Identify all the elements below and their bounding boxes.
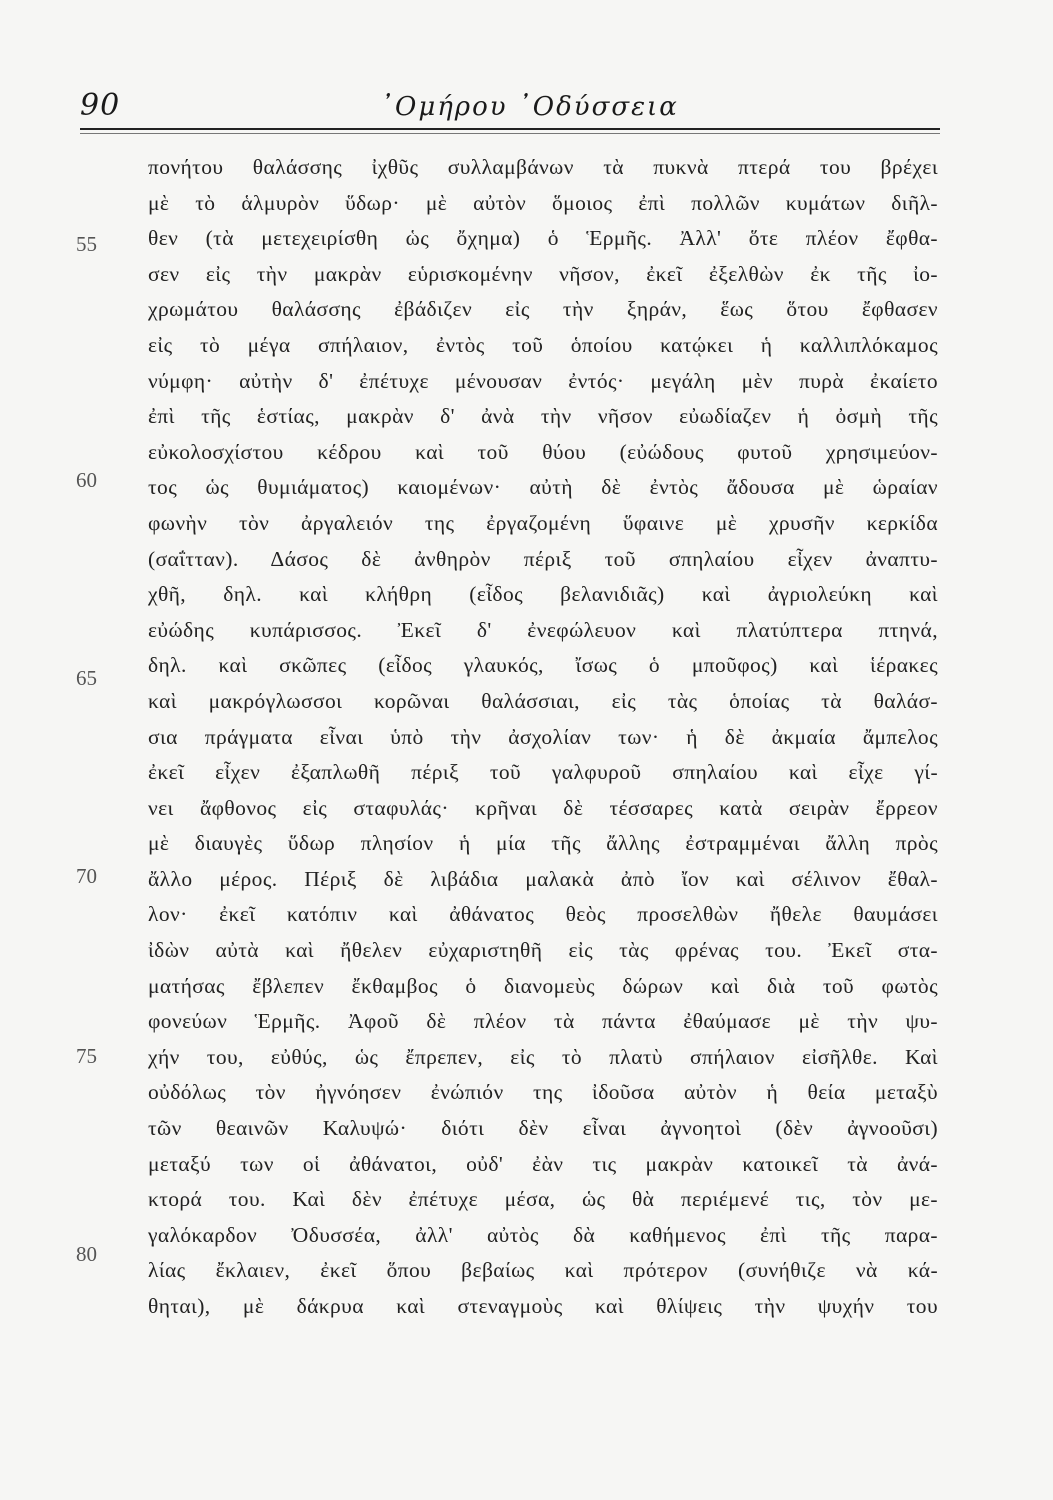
text-line: νύμφη· αὐτὴν δ' ἐπέτυχε μένουσαν ἐντός· μεγάλη μὲν πυρὰ ἐκαίετο [148, 368, 938, 393]
text-line: πονήτου θαλάσσης ἰχθῦς συλλαμβάνων τὰ πυκνὰ πτερά του βρέχει [148, 155, 938, 179]
text-line: ἐκεῖ εἶχεν ἐξαπλωθῆ πέριξ τοῦ γαλφυροῦ σπηλαίου καὶ εἶχε γί- [148, 760, 938, 785]
text-line: λον· ἐκεῖ κατόπιν καὶ ἀθάνατος θεὸς προσελθὼν ἤθελε θαυμάσει [148, 902, 938, 927]
text-line: εἰς τὸ μέγα σπήλαιον, ἐντὸς τοῦ ὁποίου κατῴκει ἡ καλλιπλόκαμος [148, 332, 938, 357]
body-text [148, 150, 938, 1325]
text-line: μεταξύ των οἱ ἀθάνατοι, οὐδ' ἐὰν τις μακρὰν κατοικεῖ τὰ ἀνά- [148, 1151, 938, 1176]
text-line: θεν (τὰ μετεχειρίσθη ὡς ὄχημα) ὁ Ἑρμῆς. Ἀλλ' ὅτε πλέον ἔφθα- [148, 226, 938, 251]
line-number-80: 80 [76, 1242, 97, 1266]
text-line: φωνὴν τὸν ἀργαλειόν της ἐργαζομένη ὕφαινε μὲ χρυσῆν κερκίδα [148, 510, 938, 535]
text-line: εὐώδης κυπάρισσος. Ἐκεῖ δ' ἐνεφώλευον καὶ πλατύπτερα πτηνά, [148, 617, 938, 642]
text-line: κτορά του. Καὶ δὲν ἐπέτυχε μέσα, ὡς θὰ περιέμενέ τις, τὸν με- [148, 1187, 938, 1212]
text-line: γαλόκαρδον Ὀδυσσέα, ἀλλ' αὐτὸς δὰ καθήμενος ἐπὶ τῆς παρα- [148, 1222, 938, 1247]
line-number-70: 70 [76, 864, 97, 888]
header-rule-thin [80, 133, 940, 134]
line-number-55: 55 [76, 232, 97, 256]
text-line: καὶ μακρόγλωσσοι κορῶναι θαλάσσιαι, εἰς τὰς ὁποίας τὰ θαλάσ- [148, 688, 938, 713]
text-line: λίας ἔκλαιεν, ἐκεῖ ὅπου βεβαίως καὶ πρότερον (συνήθιζε νὰ κά- [148, 1258, 938, 1283]
text-line: μὲ διαυγὲς ὕδωρ πλησίον ἡ μία τῆς ἄλλης ἐστραμμέναι ἄλλη πρὸς [148, 831, 938, 856]
text-line: θηται), μὲ δάκρυα καὶ στεναγμοὺς καὶ θλίψεις τὴν ψυχήν του [148, 1294, 938, 1318]
text-line: τος ὡς θυμιάματος) καιομένων· αὐτὴ δὲ ἐντὸς ἄδουσα μὲ ὡραίαν [148, 475, 938, 500]
text-line: χθῆ, δηλ. καὶ κλήθρη (εἶδος βελανιδιᾶς) καὶ ἀγριολεύκη καὶ [148, 582, 938, 607]
line-number-75: 75 [76, 1044, 97, 1068]
header-rule [80, 128, 940, 130]
running-title: ᾿Ομήρου ᾿Οδύσσεια [380, 92, 679, 122]
text-line: σια πράγματα εἶναι ὑπὸ τὴν ἀσχολίαν των· ἡ δὲ ἀκμαία ἄμπελος [148, 724, 938, 749]
line-number-60: 60 [76, 468, 97, 492]
text-line: οὐδόλως τὸν ἠγνόησεν ἐνώπιόν της ἰδοῦσα αὐτὸν ἡ θεία μεταξὺ [148, 1080, 938, 1105]
text-line: χήν του, εὐθύς, ὡς ἔπρεπεν, εἰς τὸ πλατὺ σπήλαιον εἰσῆλθε. Καὶ [148, 1044, 938, 1069]
text-line: τῶν θεαινῶν Καλυψώ· διότι δὲν εἶναι ἀγνοητοὶ (δὲν ἀγνοοῦσι) [148, 1116, 938, 1141]
text-line: ἐπὶ τῆς ἑστίας, μακρὰν δ' ἀνὰ τὴν νῆσον εὐωδίαζεν ἡ ὀσμὴ τῆς [148, 404, 938, 429]
text-line: εὐκολοσχίστου κέδρου καὶ τοῦ θύου (εὐώδους φυτοῦ χρησιμεύον- [148, 439, 938, 464]
text-line: φονεύων Ἑρμῆς. Ἀφοῦ δὲ πλέον τὰ πάντα ἐθαύμασε μὲ τὴν ψυ- [148, 1009, 938, 1034]
text-line: νει ἄφθονος εἰς σταφυλάς· κρῆναι δὲ τέσσαρες κατὰ σειρὰν ἔρρεον [148, 795, 938, 820]
text-line: μὲ τὸ ἁλμυρὸν ὕδωρ· μὲ αὐτὸν ὅμοιος ἐπὶ πολλῶν κυμάτων διῆλ- [148, 190, 938, 215]
text-line: δηλ. καὶ σκῶπες (εἶδος γλαυκός, ἴσως ὁ μποῦφος) καὶ ἱέρακες [148, 653, 938, 678]
text-line: χρωμάτου θαλάσσης ἐβάδιζεν εἰς τὴν ξηράν, ἕως ὅτου ἔφθασεν [148, 297, 938, 322]
text-line: ἰδὼν αὐτὰ καὶ ἤθελεν εὐχαριστηθῆ εἰς τὰς φρένας του. Ἐκεῖ στα- [148, 938, 938, 963]
text-line: (σαΐτταν). Δάσος δὲ ἀνθηρὸν πέριξ τοῦ σπηλαίου εἶχεν ἀναπτυ- [148, 546, 938, 571]
line-number-65: 65 [76, 666, 97, 690]
text-line: σεν εἰς τὴν μακρὰν εὑρισκομένην νῆσον, ἐκεῖ ἐξελθὼν ἐκ τῆς ἰο- [148, 261, 938, 286]
text-line: ἄλλο μέρος. Πέριξ δὲ λιβάδια μαλακὰ ἀπὸ ἴον καὶ σέλινον ἔθαλ- [148, 866, 938, 891]
page-number: 90 [80, 88, 121, 123]
text-line: ματήσας ἔβλεπεν ἔκθαμβος ὁ διανομεὺς δώρων καὶ διὰ τοῦ φωτὸς [148, 973, 938, 998]
